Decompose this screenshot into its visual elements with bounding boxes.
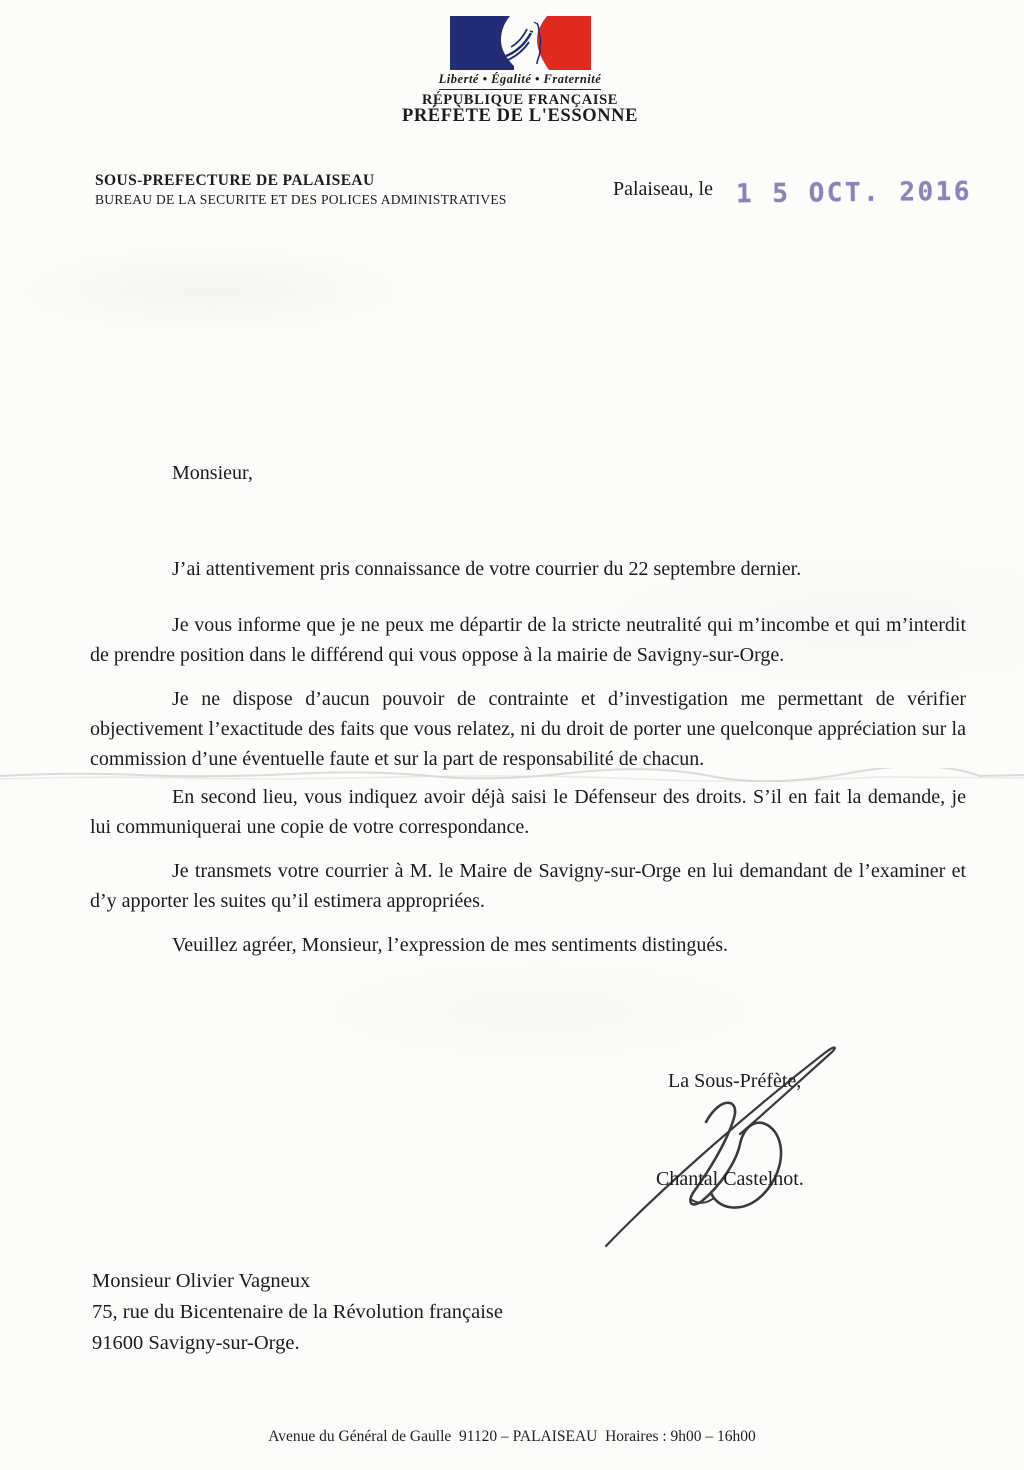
recipient-name: Monsieur Olivier Vagneux (92, 1270, 311, 1292)
paragraph-1: J’ai attentivement pris connaissance de votre courrier du 22 septembre dernier. (172, 558, 802, 580)
office-block (95, 172, 507, 208)
recipient-street: 75, rue du Bicentenaire de la Révolution française (92, 1301, 503, 1323)
closing-paragraph: Veuillez agréer, Monsieur, l’expression de mes sentiments distingués. (172, 934, 729, 956)
office-name: SOUS-PREFECTURE DE PALAISEAU (95, 172, 375, 189)
handwritten-signature (588, 1032, 860, 1258)
signature-name: Chantal Castelnot. (656, 1168, 804, 1190)
place-date-label: Palaiseau, le (613, 178, 713, 200)
signature-role: La Sous-Préfète, (668, 1070, 802, 1092)
paragraph-4: En second lieu, vous indiquez avoir déjà saisi le Défenseur des droits. S’il en fait la demande, je lui communiquerai une copie de votre correspondance. (90, 786, 966, 838)
paragraph-2: Je vous informe que je ne peux me départir de la stricte neutralité qui m’incombe et qui m’interdit de prendre position dans le différend qui vous oppose à la mairie de Savigny-sur-Orge. (90, 614, 966, 666)
salutation: Monsieur, (172, 462, 253, 484)
date-stamp: 1 5 OCT. 2016 (735, 176, 973, 210)
letter-body (90, 458, 966, 974)
paragraph-5: Je transmets votre courrier à M. le Maire de Savigny-sur-Orge en lui demandant de l’examiner et d’y apporter les suites qu’il estimera appropriées. (90, 860, 966, 912)
office-bureau: BUREAU DE LA SECURITE ET DES POLICES ADMINISTRATIVES (95, 192, 507, 207)
paragraph-3: Je ne dispose d’aucun pouvoir de contrainte et d’investigation me permettant de vérifier objectivement l’exactitude des faits que vous relatez, ni du droit de porter une quelconque appréciation sur la commission d’une éventuelle faute et sur la part de responsabilité de chacun. (90, 688, 966, 770)
logo-motto: Liberté • Égalité • Fraternité (439, 72, 602, 90)
letterhead-title: PRÉFÈTE DE L'ESSONNE (401, 106, 639, 126)
recipient-address (92, 1266, 503, 1359)
recipient-city: 91600 Savigny-sur-Orge. (92, 1332, 300, 1354)
logo-republic-label: RÉPUBLIQUE FRANÇAISE (421, 92, 619, 108)
marianne-logo-icon (450, 16, 591, 70)
footer-address: Avenue du Général de Gaulle 91120 – PALAISEAU Horaires : 9h00 – 16h00 (268, 1428, 756, 1445)
letterhead-logo-block (420, 16, 620, 109)
